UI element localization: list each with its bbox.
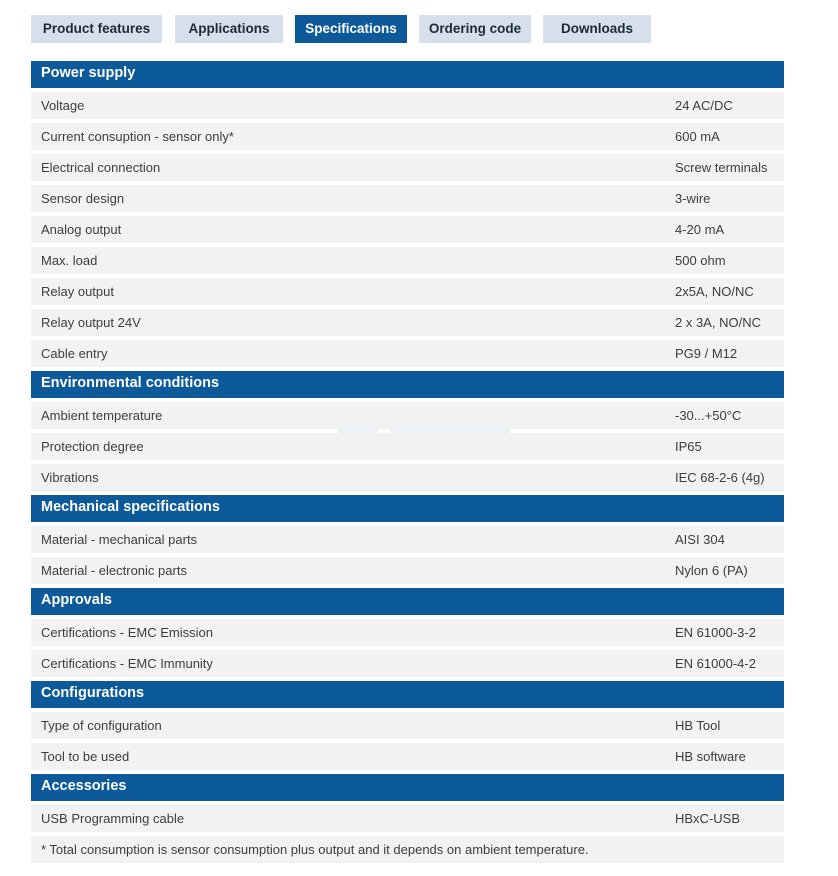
spec-value: HBxC-USB bbox=[675, 811, 741, 826]
spec-row bbox=[31, 216, 784, 243]
tab-specifications[interactable]: Specifications bbox=[295, 15, 407, 43]
spec-row bbox=[31, 278, 784, 305]
spec-row bbox=[31, 309, 784, 336]
spec-value: Nylon 6 (PA) bbox=[675, 563, 748, 578]
spec-row bbox=[31, 340, 784, 367]
spec-value: 3-wire bbox=[675, 191, 711, 206]
tab-applications[interactable]: Applications bbox=[175, 15, 283, 43]
spec-row bbox=[31, 526, 784, 553]
tab-downloads[interactable]: Downloads bbox=[543, 15, 651, 43]
spec-label: Relay output bbox=[41, 284, 114, 299]
spec-label: Tool to be used bbox=[41, 749, 130, 764]
footnote: * Total consumption is sensor consumption plus output and it depends on ambient temperature. bbox=[31, 836, 784, 863]
section-environmental-conditions bbox=[31, 371, 784, 491]
spec-value: EN 61000-3-2 bbox=[675, 625, 756, 640]
spec-row bbox=[31, 402, 784, 429]
section-mechanical-specifications bbox=[31, 495, 784, 584]
spec-label: Material - mechanical parts bbox=[41, 532, 198, 547]
section-header: Approvals bbox=[31, 588, 784, 615]
spec-value: Screw terminals bbox=[675, 160, 768, 175]
spec-value: AISI 304 bbox=[675, 532, 725, 547]
spec-value: EN 61000-4-2 bbox=[675, 656, 756, 671]
spec-value: PG9 / M12 bbox=[675, 346, 738, 361]
section-configurations bbox=[31, 681, 784, 770]
spec-label: Sensor design bbox=[41, 191, 125, 206]
section-approvals bbox=[31, 588, 784, 677]
spec-row bbox=[31, 712, 784, 739]
specifications-table bbox=[31, 61, 784, 863]
spec-row bbox=[31, 464, 784, 491]
spec-label: USB Programming cable bbox=[41, 811, 185, 826]
tab-product-features[interactable]: Product features bbox=[31, 15, 162, 43]
spec-row bbox=[31, 154, 784, 181]
spec-label: Certifications - EMC Emission bbox=[41, 625, 213, 640]
spec-label: Max. load bbox=[41, 253, 98, 268]
spec-row bbox=[31, 557, 784, 584]
spec-label: Vibrations bbox=[41, 470, 99, 485]
spec-value: 2 x 3A, NO/NC bbox=[675, 315, 761, 330]
section-header: Environmental conditions bbox=[31, 371, 784, 398]
spec-row bbox=[31, 123, 784, 150]
spec-value: 4-20 mA bbox=[675, 222, 725, 237]
section-header: Power supply bbox=[31, 61, 784, 88]
spec-value: 600 mA bbox=[675, 129, 720, 144]
tab-ordering-code[interactable]: Ordering code bbox=[419, 15, 531, 43]
spec-label: Material - electronic parts bbox=[41, 563, 187, 578]
section-power-supply bbox=[31, 61, 784, 367]
spec-label: Relay output 24V bbox=[41, 315, 141, 330]
spec-row bbox=[31, 650, 784, 677]
spec-label: Electrical connection bbox=[41, 160, 161, 175]
spec-row bbox=[31, 185, 784, 212]
spec-label: Certifications - EMC Immunity bbox=[41, 656, 213, 671]
spec-value: -30...+50°C bbox=[675, 408, 742, 423]
spec-row bbox=[31, 805, 784, 832]
section-header: Accessories bbox=[31, 774, 784, 801]
spec-label: Voltage bbox=[41, 98, 85, 113]
spec-value: 2x5A, NO/NC bbox=[675, 284, 754, 299]
spec-label: Cable entry bbox=[41, 346, 108, 361]
spec-row bbox=[31, 619, 784, 646]
spec-label: Current consuption - sensor only* bbox=[41, 129, 234, 144]
spec-label: Ambient temperature bbox=[41, 408, 163, 423]
spec-row bbox=[31, 92, 784, 119]
spec-row bbox=[31, 247, 784, 274]
spec-row bbox=[31, 433, 784, 460]
section-header: Mechanical specifications bbox=[31, 495, 784, 522]
spec-label: Analog output bbox=[41, 222, 122, 237]
spec-value: IEC 68-2-6 (4g) bbox=[675, 470, 765, 485]
section-accessories bbox=[31, 774, 784, 832]
spec-value: HB software bbox=[675, 749, 746, 764]
spec-value: 24 AC/DC bbox=[675, 98, 733, 113]
spec-row bbox=[31, 743, 784, 770]
spec-value: HB Tool bbox=[675, 718, 721, 733]
spec-label: Type of configuration bbox=[41, 718, 162, 733]
section-header: Configurations bbox=[31, 681, 784, 708]
spec-label: Protection degree bbox=[41, 439, 144, 454]
spec-value: IP65 bbox=[675, 439, 702, 454]
spec-value: 500 ohm bbox=[675, 253, 726, 268]
